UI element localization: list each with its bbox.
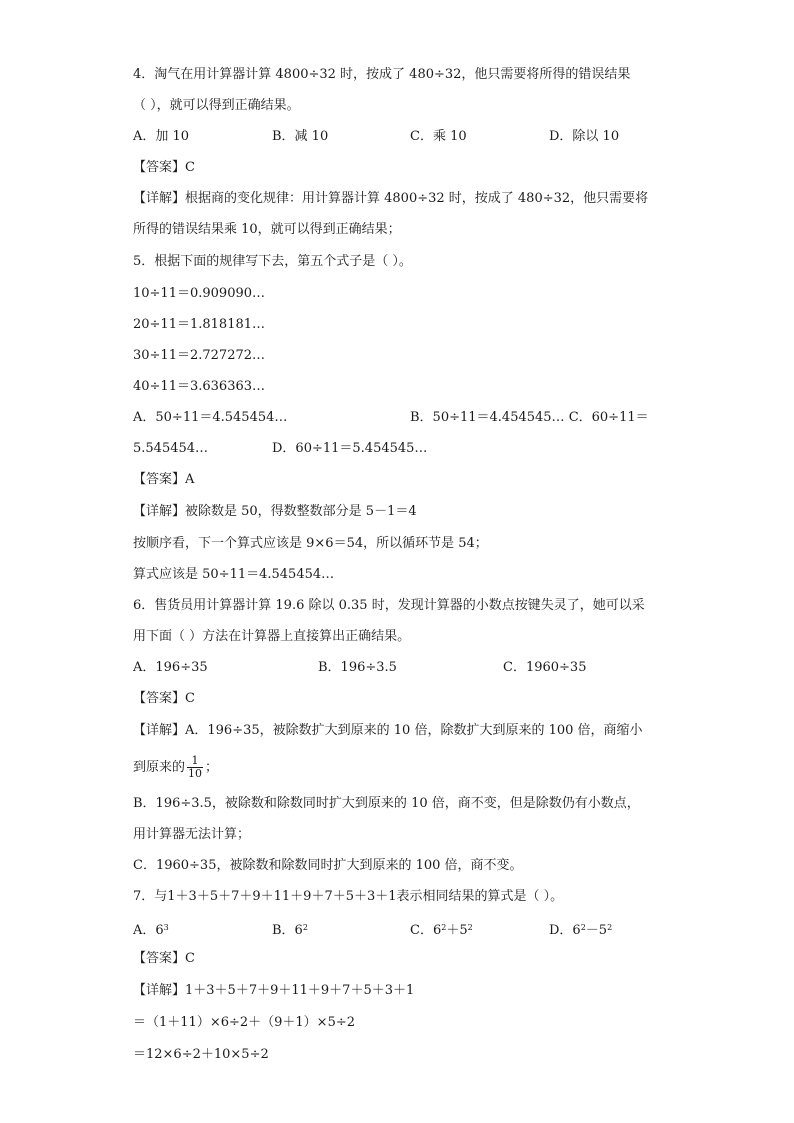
- q7-option-b-base: B．6: [272, 923, 303, 938]
- q6-answer: 【答案】C: [133, 691, 195, 706]
- q7-option-d-base: D．6: [549, 923, 581, 938]
- q7-detail-line2: ＝（1＋11）×6÷2＋（9＋1）×5÷2: [133, 1015, 356, 1030]
- q7-option-d-exp: 2: [580, 923, 586, 932]
- q4-option-b: B．减 10: [272, 129, 329, 144]
- q7-detail-line1: 【详解】1＋3＋5＋7＋9＋11＋9＋7＋5＋3＋1: [133, 983, 415, 998]
- q6-detail-a-line2: [133, 755, 218, 780]
- q4-stem-line1: 4．淘气在用计算器计算 4800÷32 时，按成了 480÷32，他只需要将所得的错误结果: [133, 67, 631, 82]
- q4-option-a: A．加 10: [133, 129, 190, 144]
- q7-option-c-rest: ＋5: [446, 923, 468, 938]
- q5-pattern-3: 30÷11＝2.727272…: [133, 348, 266, 363]
- q6-detail-b-line1: B．196÷3.5，被除数和除数同时扩大到原来的 10 倍，商不变，但是除数仍有小数点，: [133, 796, 640, 811]
- q7-option-a-exp: 3: [163, 923, 169, 932]
- q7-detail-line3: ＝12×6÷2＋10×5÷2: [133, 1047, 269, 1062]
- q6-detail-a-text: 到原来的: [133, 760, 186, 775]
- q7-option-c-exp: 2: [441, 923, 447, 932]
- q7-option-c: [410, 919, 473, 940]
- q7-option-d-rest: －5: [585, 923, 608, 938]
- q5-option-d: D．60÷11＝5.454545…: [272, 441, 428, 456]
- q4-option-c: C．乘 10: [410, 129, 467, 144]
- q5-option-bc: B．50÷11＝4.454545… C．60÷11＝: [410, 410, 649, 425]
- q5-pattern-2: 20÷11＝1.818181…: [133, 317, 266, 332]
- fraction-one-tenth: [187, 755, 203, 780]
- q6-stem-line1: 6．售货员用计算器计算 19.6 除以 0.35 时，发现计算器的小数点按键失灵了，她可以采: [133, 598, 645, 613]
- q7-option-c-base: C．6: [410, 923, 442, 938]
- q7-option-c-exp2: 2: [467, 923, 473, 932]
- q4-detail-line1: 【详解】根据商的变化规律：用计算器计算 4800÷32 时，按成了 480÷32，他只需要将: [133, 191, 649, 206]
- fraction-numerator: 1: [187, 755, 203, 768]
- q6-option-a: A．196÷35: [133, 660, 208, 675]
- q5-pattern-4: 40÷11＝3.636363…: [133, 379, 266, 394]
- q5-option-c-cont: 5.545454…: [133, 441, 209, 456]
- q6-option-b: B．196÷3.5: [318, 660, 397, 675]
- q5-option-a: A．50÷11＝4.545454…: [133, 410, 288, 425]
- q4-detail-line2: 所得的错误结果乘 10，就可以得到正确结果；: [133, 222, 401, 237]
- q5-detail-line2: 按顺序看，下一个算式应该是 9×6＝54，所以循环节是 54；: [133, 536, 488, 551]
- q6-detail-a-end: ；: [205, 760, 219, 775]
- q6-detail-b-line2: 用计算器无法计算；: [133, 827, 251, 842]
- q7-option-d: [549, 919, 612, 940]
- fraction-denominator: 10: [188, 767, 203, 780]
- q7-stem: 7．与1＋3＋5＋7＋9＋11＋9＋7＋5＋3＋1表示相同结果的算式是（ ）。: [133, 889, 564, 904]
- q6-detail-a-line1: 【详解】A．196÷35，被除数扩大到原来的 10 倍，除数扩大到原来的 100 倍，商缩小: [133, 723, 643, 738]
- q7-option-a-base: A．6: [133, 923, 164, 938]
- q5-detail-line1: 【详解】被除数是 50，得数整数部分是 5－1＝4: [133, 504, 417, 519]
- q4-stem-line2: （ ），就可以得到正确结果。: [133, 98, 300, 113]
- q7-option-b-exp: 2: [302, 923, 308, 932]
- q5-pattern-1: 10÷11＝0.909090…: [133, 286, 266, 301]
- q7-option-a: [133, 919, 169, 940]
- q4-answer: 【答案】C: [133, 160, 195, 175]
- q5-detail-line3: 算式应该是 50÷11＝4.545454…: [133, 567, 335, 582]
- q7-option-b: [272, 919, 308, 940]
- q4-option-d: D．除以 10: [549, 129, 620, 144]
- q5-stem: 5．根据下面的规律写下去，第五个式子是（ ）。: [133, 254, 412, 269]
- q5-answer: 【答案】A: [133, 472, 195, 487]
- q6-option-c: C．1960÷35: [503, 660, 587, 675]
- q7-answer: 【答案】C: [133, 951, 195, 966]
- q7-option-d-exp2: 2: [607, 923, 613, 932]
- q6-stem-line2: 用下面（ ）方法在计算器上直接算出正确结果。: [133, 629, 411, 644]
- q6-detail-c: C．1960÷35，被除数和除数同时扩大到原来的 100 倍，商不变。: [133, 858, 523, 873]
